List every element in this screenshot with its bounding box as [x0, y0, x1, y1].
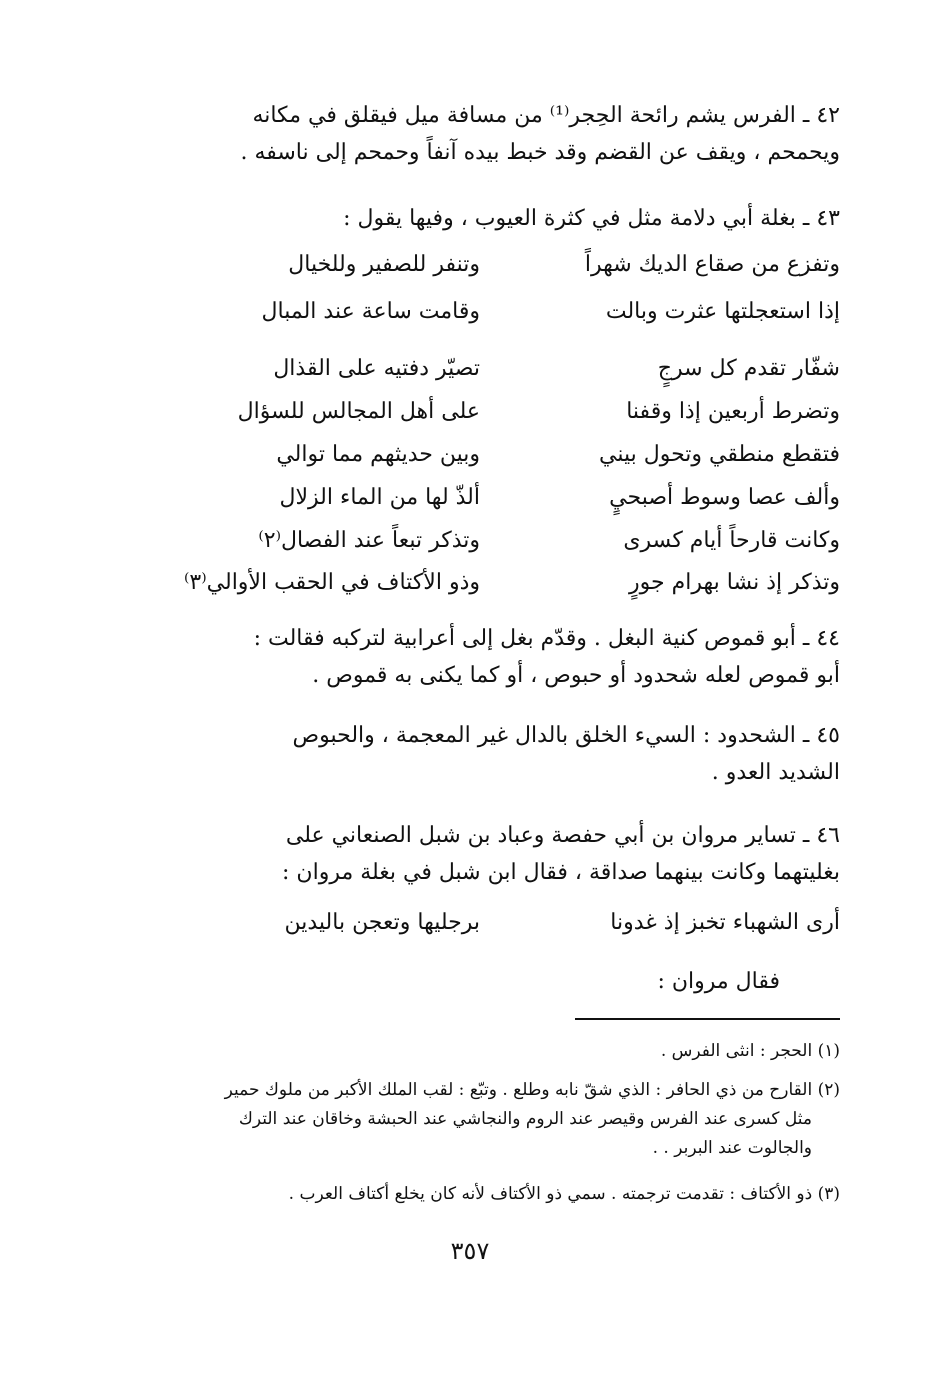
verse-7 — [140, 528, 840, 574]
footnote-1: (١) الحجر : انثى الفرس . — [660, 1041, 840, 1061]
verse-7-second-hemistich: وتذكر تبعاً عند الفصال⁽٢⁾ — [258, 528, 480, 553]
paragraph-43 — [140, 200, 840, 237]
verse-2-second-hemistich: وقامت ساعة عند المبال — [261, 299, 480, 324]
verse-46 — [140, 910, 840, 956]
footnote-2-line-2: مثل كسرى عند الفرس وقيصر عند الروم والنجاشي عند الحبشة وخاقان عند الترك — [238, 1109, 812, 1129]
paragraph-45-line-2: الشديد العدو . — [711, 760, 840, 785]
verse-4-first-hemistich: وتضرط أربعين إذا وقفنا — [626, 399, 840, 424]
paragraph-45 — [140, 717, 840, 791]
verse-46-second-hemistich: برجليها وتعجن باليدين — [284, 910, 480, 935]
verse-2 — [140, 299, 840, 345]
verse-3-second-hemistich: تصيّر دفتيه على القذال — [273, 356, 480, 381]
paragraph-46-line-1: ٤٦ ـ تساير مروان بن أبي حفصة وعباد بن شبل الصنعاني على — [285, 823, 840, 848]
verse-8 — [140, 570, 840, 616]
verse-8-second-hemistich: وذو الأكتاف في الحقب الأوالي⁽٣⁾ — [184, 570, 480, 595]
footnote-2-line-1: (٢) القارح من ذي الحافر : الذي شقّ نابه وطلع . وتبّع : لقب الملك الأكبر من ملوك حمير — [224, 1080, 840, 1100]
verse-2-first-hemistich: إذا استعجلتها عثرت وبالت — [605, 299, 840, 324]
verse-4-second-hemistich: على أهل المجالس للسؤال — [237, 399, 480, 424]
verse-3 — [140, 356, 840, 402]
footnote-2 — [140, 1076, 840, 1163]
verse-5-first-hemistich: فتقطع منطقي وتحول بيني — [599, 442, 840, 467]
paragraph-45-line-1: ٤٥ ـ الشحدود : السيء الخلق بالدال غير المعجمة ، والحبوص — [292, 723, 840, 748]
verse-6-second-hemistich: ألذّ لها من الماء الزلال — [279, 485, 480, 510]
verse-1-first-hemistich: وتفزع من صقاع الديك شهراً — [584, 252, 840, 277]
verse-5-second-hemistich: وبين حديثهم مما توالي — [276, 442, 480, 467]
verse-4 — [140, 399, 840, 445]
paragraph-44-line-1: ٤٤ ـ أبو قموص كنية البغل . وقدّم بغل إلى أعرابية لتركبه فقالت : — [253, 626, 840, 651]
verse-8-first-hemistich: وتذكر إذ نشا بهرام جورٍ — [629, 570, 840, 595]
page-number: ٣٥٧ — [450, 1237, 490, 1265]
verse-1-second-hemistich: وتنفر للصفير وللخيال — [288, 252, 480, 277]
verse-46-first-hemistich: أرى الشهباء تخبز إذ غدونا — [610, 910, 840, 935]
footnote-3: (٣) ذو الأكتاف : تقدمت ترجمته . سمي ذو الأكتاف لأنه كان يخلع أكتاف العرب . — [288, 1184, 840, 1204]
paragraph-46 — [140, 817, 840, 891]
verse-3-first-hemistich: شفّار تقدم كل سرجٍ — [657, 356, 840, 381]
verse-7-first-hemistich: وكانت قارحاً أيام كسرى — [623, 528, 840, 553]
verse-5 — [140, 442, 840, 488]
paragraph-43-line: ٤٣ ـ بغلة أبي دلامة مثل في كثرة العيوب ، وفيها يقول : — [343, 206, 840, 231]
verse-6 — [140, 485, 840, 531]
paragraph-42-line-1: ٤٢ ـ الفرس يشم رائحة الحِجر⁽¹⁾ من مسافة ميل فيقلق في مكانه — [252, 103, 840, 128]
paragraph-42 — [140, 97, 840, 171]
verse-6-first-hemistich: وألف عصا وسوط أصبحيٍ — [609, 485, 840, 510]
paragraph-42-line-2: ويحمحم ، ويقف عن القضم وقد خبط بيده آنفاً وحمحم إلى ناسفه . — [240, 140, 840, 165]
paragraph-44 — [140, 620, 840, 694]
footnote-2-line-3: والجالوت عند البربر . . — [652, 1138, 812, 1158]
verse-1 — [140, 252, 840, 298]
paragraph-44-line-2: أبو قموص لعله شحدود أو حبوص ، أو كما يكنى به قموص . — [312, 663, 840, 688]
paragraph-46-tail — [140, 963, 840, 1000]
paragraph-46-tail-line: فقال مروان : — [657, 969, 780, 994]
footnote-divider — [575, 1018, 840, 1020]
paragraph-46-line-2: بغليتهما وكانت بينهما صداقة ، فقال ابن شبل في بغلة مروان : — [282, 860, 840, 885]
